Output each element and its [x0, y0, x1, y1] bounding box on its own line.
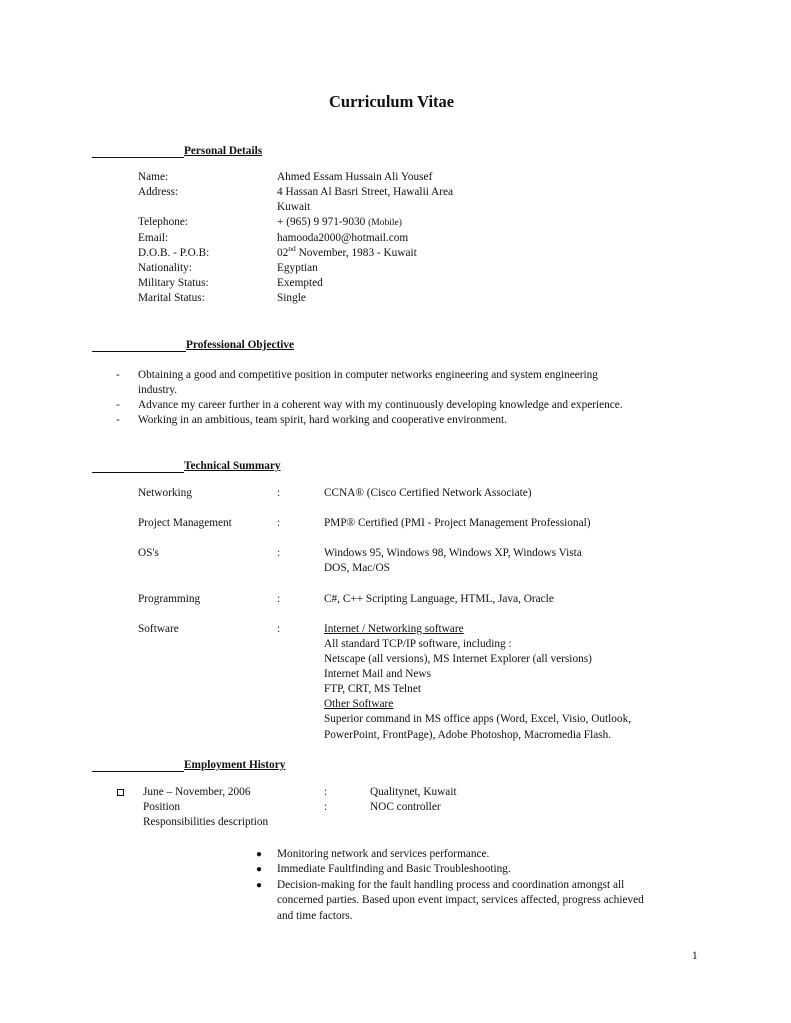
- dob-label: D.O.B. - P.O.B:: [138, 247, 210, 259]
- telephone-value: [277, 215, 402, 231]
- colon: :: [277, 593, 281, 605]
- software-line: Netscape (all versions), MS Internet Explorer (all versions): [324, 653, 592, 665]
- software-line: Superior command in MS office apps (Word, Excel, Visio, Outlook,: [324, 713, 632, 725]
- pm-value: PMP® Certified (PMI - Project Management Professional): [324, 517, 591, 529]
- position-value: NOC controller: [370, 801, 441, 813]
- responsibility-item-continued: and time factors.: [277, 910, 353, 922]
- dob-suffix: nd: [288, 244, 296, 254]
- section-rule: [92, 771, 184, 772]
- section-heading-employment: Employment History: [184, 759, 286, 771]
- networking-value: CCNA® (Cisco Certified Network Associate): [324, 487, 532, 499]
- programming-value: C#, C++ Scripting Language, HTML, Java, Oracle: [324, 593, 554, 605]
- employment-period: June – November, 2006: [143, 786, 251, 798]
- software-subheading: Other Software: [324, 698, 394, 710]
- software-line: PowerPoint, FrontPage), Adobe Photoshop, Macromedia Flash.: [324, 729, 612, 741]
- pm-label: Project Management: [138, 517, 232, 529]
- section-heading-objective: Professional Objective: [186, 339, 295, 351]
- colon: :: [277, 487, 281, 499]
- responsibility-item: Decision-making for the fault handling process and coordination amongst all: [277, 879, 625, 891]
- networking-label: Networking: [138, 487, 192, 499]
- dob-rest: November, 1983 - Kuwait: [298, 247, 417, 259]
- os-value-line-2: DOS, Mac/OS: [324, 562, 390, 574]
- colon: :: [277, 623, 281, 635]
- section-rule: [92, 157, 184, 158]
- responsibility-item: Monitoring network and services performance.: [277, 848, 490, 860]
- nationality-label: Nationality:: [138, 262, 192, 274]
- position-label: Position: [143, 801, 181, 813]
- software-subheading: Internet / Networking software: [324, 623, 464, 635]
- os-label: OS's: [138, 547, 159, 559]
- software-line: All standard TCP/IP software, including :: [324, 638, 512, 650]
- address-line-2: Kuwait: [277, 201, 311, 213]
- objective-item: Working in an ambitious, team spirit, hard working and cooperative environment.: [138, 414, 507, 426]
- address-line-1: 4 Hassan Al Basri Street, Hawalii Area: [277, 186, 454, 198]
- colon: :: [324, 786, 328, 798]
- objective-item: Advance my career further in a coherent way with my continuously developing knowledge and experience.: [138, 399, 623, 411]
- telephone-label: Telephone:: [138, 216, 189, 228]
- address-label: Address:: [138, 186, 179, 198]
- software-line: Internet Mail and News: [324, 668, 431, 680]
- page-number: 1: [692, 950, 698, 962]
- programming-label: Programming: [138, 593, 201, 605]
- colon: :: [277, 517, 281, 529]
- list-dash: -: [116, 414, 120, 426]
- dob-value: [277, 246, 417, 261]
- dob-day: 02: [277, 247, 289, 259]
- bullet-icon: ●: [256, 849, 263, 860]
- marital-value: Single: [277, 292, 306, 304]
- list-dash: -: [116, 399, 120, 411]
- bullet-icon: ●: [256, 880, 263, 891]
- page-title: Curriculum Vitae: [329, 92, 455, 111]
- responsibility-item-continued: concerned parties. Based upon event impact, services affected, progress achieved: [277, 894, 644, 906]
- name-value: Ahmed Essam Hussain Ali Yousef: [277, 171, 433, 183]
- marital-label: Marital Status:: [138, 292, 205, 304]
- telephone-number: + (965) 9 971-9030: [277, 216, 366, 228]
- email-label: Email:: [138, 232, 169, 244]
- military-label: Military Status:: [138, 277, 209, 289]
- section-rule: [92, 351, 186, 352]
- employment-company: Qualitynet, Kuwait: [370, 786, 457, 798]
- military-value: Exempted: [277, 277, 323, 289]
- os-value-line-1: Windows 95, Windows 98, Windows XP, Windows Vista: [324, 547, 582, 559]
- name-label: Name:: [138, 171, 169, 183]
- colon: :: [277, 547, 281, 559]
- section-rule: [92, 472, 184, 473]
- responsibilities-label: Responsibilities description: [143, 816, 269, 828]
- colon: :: [324, 801, 328, 813]
- checkbox-bullet-icon: [117, 789, 124, 796]
- bullet-icon: ●: [256, 864, 263, 875]
- list-dash: -: [116, 369, 120, 381]
- nationality-value: Egyptian: [277, 262, 318, 274]
- software-label: Software: [138, 623, 179, 635]
- objective-item-continued: industry.: [138, 384, 178, 396]
- responsibility-item: Immediate Faultfinding and Basic Troubleshooting.: [277, 863, 511, 875]
- software-line: FTP, CRT, MS Telnet: [324, 683, 421, 695]
- email-value: hamooda2000@hotmail.com: [277, 232, 409, 244]
- section-heading-technical: Technical Summary: [184, 460, 281, 472]
- objective-item: Obtaining a good and competitive position in computer networks engineering and system engineering: [138, 369, 598, 381]
- telephone-note: (Mobile): [368, 218, 402, 228]
- section-heading-personal: Personal Details: [184, 145, 263, 157]
